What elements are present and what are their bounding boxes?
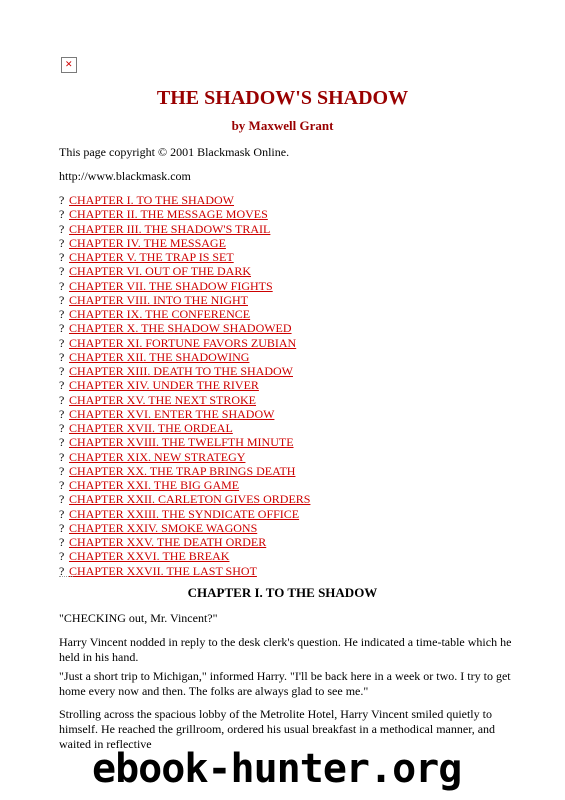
- toc-bullet-marker: ?: [59, 235, 65, 250]
- toc-chapter-link[interactable]: CHAPTER VII. THE SHADOW FIGHTS: [69, 278, 273, 293]
- toc-item: [59, 549, 310, 563]
- toc-chapter-link[interactable]: CHAPTER XX. THE TRAP BRINGS DEATH: [69, 463, 296, 478]
- toc-chapter-link[interactable]: CHAPTER XIII. DEATH TO THE SHADOW: [69, 364, 293, 378]
- toc-item: [59, 350, 310, 364]
- toc-bullet-marker: ?: [59, 321, 65, 336]
- toc-item: [59, 478, 310, 492]
- toc-bullet-marker: ?: [59, 378, 65, 393]
- toc-bullet-marker: ?: [59, 221, 65, 236]
- toc-chapter-link[interactable]: CHAPTER I. TO THE SHADOW: [69, 193, 235, 207]
- toc-item: [59, 236, 310, 250]
- toc-item: [59, 492, 310, 506]
- chapter-paragraph: Harry Vincent nodded in reply to the desk clerk's question. He indicated a time-table which he held in his hand.: [59, 635, 512, 664]
- toc-item: [59, 222, 310, 236]
- toc-item: [59, 250, 310, 264]
- toc-chapter-link[interactable]: CHAPTER XXIII. THE SYNDICATE OFFICE: [69, 506, 300, 521]
- site-url: http://www.blackmask.com: [59, 169, 191, 183]
- toc-bullet-marker: ?: [59, 506, 65, 521]
- toc-chapter-link[interactable]: CHAPTER XV. THE NEXT STROKE: [69, 392, 257, 407]
- toc-bullet-marker: ?: [59, 449, 65, 464]
- toc-chapter-link[interactable]: CHAPTER XXV. THE DEATH ORDER: [69, 535, 267, 549]
- toc-chapter-link[interactable]: CHAPTER XI. FORTUNE FAVORS ZUBIAN: [69, 335, 297, 350]
- toc-chapter-link[interactable]: CHAPTER VIII. INTO THE NIGHT: [69, 292, 248, 307]
- toc-bullet-marker: ?: [59, 264, 65, 279]
- toc-bullet-marker: ?: [59, 549, 65, 564]
- toc-bullet-marker: ?: [59, 278, 65, 293]
- toc-item: [59, 364, 310, 378]
- chapter-paragraph: "CHECKING out, Mr. Vincent?": [59, 611, 218, 625]
- toc-item: [59, 378, 310, 392]
- chapter-heading: CHAPTER I. TO THE SHADOW: [187, 585, 378, 600]
- book-title: THE SHADOW'S SHADOW: [156, 87, 409, 109]
- toc-bullet-marker: ?: [59, 392, 65, 407]
- broken-image-icon: ✕: [61, 57, 77, 73]
- toc-bullet-marker: ?: [59, 535, 65, 549]
- toc-item: [59, 207, 310, 221]
- toc-bullet-marker: ?: [59, 364, 65, 378]
- toc-chapter-link[interactable]: CHAPTER XXVI. THE BREAK: [69, 549, 230, 564]
- toc-bullet-marker: ?: [59, 563, 65, 578]
- toc-overflow-fragment: [59, 576, 73, 580]
- toc-item: [59, 307, 310, 321]
- toc-bullet-marker: ?: [59, 463, 65, 478]
- copyright-notice: This page copyright © 2001 Blackmask Online.: [59, 145, 290, 159]
- toc-item: [59, 264, 310, 278]
- toc-bullet-marker: ?: [59, 207, 65, 222]
- toc-bullet-marker: ?: [59, 335, 65, 350]
- toc-item: [59, 393, 310, 407]
- toc-item: [59, 464, 310, 478]
- toc-item: [59, 535, 310, 549]
- toc-chapter-link[interactable]: CHAPTER IV. THE MESSAGE: [69, 235, 226, 250]
- toc-bullet-marker: ?: [59, 520, 65, 535]
- toc-chapter-link[interactable]: CHAPTER III. THE SHADOW'S TRAIL: [69, 221, 271, 236]
- toc-bullet-marker: ?: [59, 292, 65, 307]
- toc-chapter-link[interactable]: CHAPTER VI. OUT OF THE DARK: [69, 264, 252, 279]
- toc-bullet-marker: ?: [59, 307, 65, 321]
- toc-item: [59, 193, 310, 207]
- chapter-paragraph: "Just a short trip to Michigan," informed Harry. "I'll be back here in a week or two. I try to get home every now and then. The folks are always glad to see me.": [59, 669, 511, 698]
- toc-chapter-link[interactable]: CHAPTER IX. THE CONFERENCE: [69, 307, 251, 321]
- toc-item: [59, 450, 310, 464]
- toc-chapter-link[interactable]: CHAPTER XIV. UNDER THE RIVER: [69, 378, 259, 393]
- toc-chapter-link[interactable]: CHAPTER V. THE TRAP IS SET: [69, 250, 234, 264]
- toc-chapter-link[interactable]: CHAPTER XXVII. THE LAST SHOT: [69, 563, 257, 578]
- toc-item: [59, 435, 310, 449]
- toc-bullet-marker: ?: [59, 492, 65, 507]
- toc-chapter-link[interactable]: CHAPTER XIX. NEW STRATEGY: [69, 449, 246, 464]
- toc-bullet-marker: ?: [59, 250, 65, 264]
- toc-chapter-link[interactable]: CHAPTER XVII. THE ORDEAL: [69, 421, 233, 435]
- toc-bullet-marker: ?: [59, 435, 65, 450]
- toc-item: [59, 564, 310, 578]
- toc-bullet-marker: ?: [59, 478, 65, 492]
- toc-item: [59, 407, 310, 421]
- toc-item: [59, 521, 310, 535]
- toc-item: [59, 279, 310, 293]
- toc-bullet-marker: ?: [59, 421, 65, 435]
- toc-bullet-marker: ?: [59, 406, 65, 421]
- table-of-contents: [59, 193, 310, 578]
- toc-chapter-link[interactable]: CHAPTER XVI. ENTER THE SHADOW: [69, 406, 275, 421]
- toc-chapter-link[interactable]: CHAPTER II. THE MESSAGE MOVES: [69, 207, 268, 222]
- toc-item: [59, 293, 310, 307]
- toc-chapter-link[interactable]: CHAPTER XII. THE SHADOWING: [69, 349, 250, 364]
- toc-chapter-link[interactable]: CHAPTER XXI. THE BIG GAME: [69, 478, 240, 492]
- toc-item: [59, 507, 310, 521]
- toc-chapter-link[interactable]: CHAPTER XXII. CARLETON GIVES ORDERS: [69, 492, 311, 507]
- toc-chapter-link[interactable]: CHAPTER X. THE SHADOW SHADOWED: [69, 321, 292, 336]
- chapter-paragraph: Strolling across the spacious lobby of the Metrolite Hotel, Harry Vincent smiled quietly to himself. He reached the grillroom, ordered his usual breakfast in a methodical manner, and waited in reflective: [59, 707, 496, 751]
- toc-chapter-link[interactable]: CHAPTER XXIV. SMOKE WAGONS: [69, 520, 258, 535]
- toc-bullet-marker: ?: [59, 193, 65, 207]
- author-byline: by Maxwell Grant: [231, 118, 334, 133]
- toc-item: [59, 336, 310, 350]
- toc-item: [59, 321, 310, 335]
- toc-chapter-link[interactable]: CHAPTER XVIII. THE TWELFTH MINUTE: [69, 435, 294, 450]
- toc-item: [59, 421, 310, 435]
- watermark-text: ebook-hunter.org: [92, 746, 462, 792]
- toc-bullet-marker: ?: [59, 349, 65, 364]
